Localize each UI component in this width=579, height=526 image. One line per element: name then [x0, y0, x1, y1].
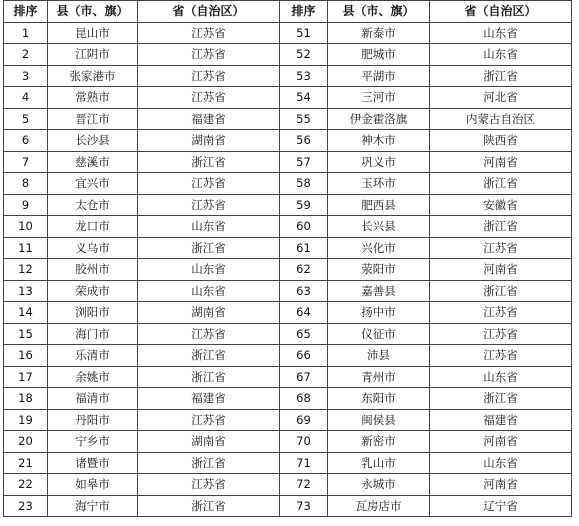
- county-right-cell: 神木市: [328, 130, 430, 152]
- county-left-cell: 福清市: [48, 388, 138, 410]
- table-row: [4, 431, 572, 453]
- county-right-cell: 新泰市: [328, 22, 430, 44]
- rank-right-cell: 72: [280, 474, 328, 496]
- county-left-cell: 张家港市: [48, 65, 138, 87]
- county-right-cell: 沛县: [328, 345, 430, 367]
- province-left-cell: 江苏省: [138, 194, 280, 216]
- province-left-cell: 江苏省: [138, 409, 280, 431]
- table-row: [4, 452, 572, 474]
- province-left-cell: 山东省: [138, 280, 280, 302]
- header-county-left: 县（市、旗）: [48, 1, 138, 23]
- county-right-cell: 玉环市: [328, 173, 430, 195]
- rank-left-cell: 16: [4, 345, 48, 367]
- county-right-cell: 永城市: [328, 474, 430, 496]
- province-left-cell: 江苏省: [138, 173, 280, 195]
- province-left-cell: 浙江省: [138, 495, 280, 517]
- province-left-cell: 江苏省: [138, 87, 280, 109]
- province-right-cell: 辽宁省: [430, 495, 572, 517]
- rank-right-cell: 53: [280, 65, 328, 87]
- province-right-cell: 山东省: [430, 44, 572, 66]
- table-row: [4, 474, 572, 496]
- county-right-cell: 伊金霍洛旗: [328, 108, 430, 130]
- rank-right-cell: 58: [280, 173, 328, 195]
- table-row: [4, 65, 572, 87]
- county-left-cell: 宜兴市: [48, 173, 138, 195]
- province-left-cell: 浙江省: [138, 237, 280, 259]
- county-ranking-table: [3, 0, 572, 517]
- province-left-cell: 江苏省: [138, 474, 280, 496]
- county-left-cell: 江阴市: [48, 44, 138, 66]
- rank-right-cell: 51: [280, 22, 328, 44]
- county-right-cell: 闽侯县: [328, 409, 430, 431]
- header-rank-right: 排序: [280, 1, 328, 23]
- province-right-cell: 福建省: [430, 409, 572, 431]
- province-left-cell: 湖南省: [138, 302, 280, 324]
- county-left-cell: 慈溪市: [48, 151, 138, 173]
- county-left-cell: 如皋市: [48, 474, 138, 496]
- province-left-cell: 福建省: [138, 388, 280, 410]
- table-row: [4, 495, 572, 517]
- rank-left-cell: 9: [4, 194, 48, 216]
- rank-right-cell: 62: [280, 259, 328, 281]
- province-left-cell: 江苏省: [138, 65, 280, 87]
- province-right-cell: 浙江省: [430, 216, 572, 238]
- county-left-cell: 诸暨市: [48, 452, 138, 474]
- rank-right-cell: 73: [280, 495, 328, 517]
- rank-right-cell: 57: [280, 151, 328, 173]
- province-left-cell: 江苏省: [138, 22, 280, 44]
- province-right-cell: 江苏省: [430, 237, 572, 259]
- province-right-cell: 江苏省: [430, 323, 572, 345]
- table-row: [4, 323, 572, 345]
- province-right-cell: 内蒙古自治区: [430, 108, 572, 130]
- table-row: [4, 388, 572, 410]
- province-left-cell: 浙江省: [138, 452, 280, 474]
- table-row: [4, 194, 572, 216]
- rank-right-cell: 56: [280, 130, 328, 152]
- county-right-cell: 巩义市: [328, 151, 430, 173]
- county-left-cell: 义乌市: [48, 237, 138, 259]
- rank-right-cell: 63: [280, 280, 328, 302]
- province-right-cell: 浙江省: [430, 173, 572, 195]
- rank-left-cell: 19: [4, 409, 48, 431]
- rank-right-cell: 59: [280, 194, 328, 216]
- province-right-cell: 河北省: [430, 87, 572, 109]
- rank-left-cell: 6: [4, 130, 48, 152]
- table-row: [4, 409, 572, 431]
- county-left-cell: 海门市: [48, 323, 138, 345]
- table-row: [4, 108, 572, 130]
- table-row: [4, 151, 572, 173]
- province-right-cell: 河南省: [430, 151, 572, 173]
- header-province-left: 省（自治区）: [138, 1, 280, 23]
- rank-left-cell: 18: [4, 388, 48, 410]
- county-left-cell: 长沙县: [48, 130, 138, 152]
- table-row: [4, 237, 572, 259]
- province-left-cell: 湖南省: [138, 130, 280, 152]
- county-left-cell: 丹阳市: [48, 409, 138, 431]
- county-right-cell: 东阳市: [328, 388, 430, 410]
- province-right-cell: 河南省: [430, 474, 572, 496]
- table-row: [4, 216, 572, 238]
- table-row: [4, 280, 572, 302]
- county-right-cell: 长兴县: [328, 216, 430, 238]
- rank-right-cell: 66: [280, 345, 328, 367]
- province-left-cell: 江苏省: [138, 44, 280, 66]
- province-right-cell: 河南省: [430, 259, 572, 281]
- rank-left-cell: 7: [4, 151, 48, 173]
- province-right-cell: 山东省: [430, 22, 572, 44]
- county-right-cell: 扬中市: [328, 302, 430, 324]
- table-row: [4, 345, 572, 367]
- county-left-cell: 太仓市: [48, 194, 138, 216]
- province-left-cell: 湖南省: [138, 431, 280, 453]
- rank-right-cell: 67: [280, 366, 328, 388]
- rank-left-cell: 15: [4, 323, 48, 345]
- rank-left-cell: 10: [4, 216, 48, 238]
- rank-left-cell: 2: [4, 44, 48, 66]
- county-left-cell: 胶州市: [48, 259, 138, 281]
- county-left-cell: 荣成市: [48, 280, 138, 302]
- province-right-cell: 山东省: [430, 452, 572, 474]
- county-left-cell: 龙口市: [48, 216, 138, 238]
- rank-left-cell: 3: [4, 65, 48, 87]
- table-header-row: [4, 1, 572, 23]
- county-left-cell: 晋江市: [48, 108, 138, 130]
- table-row: [4, 173, 572, 195]
- province-left-cell: 浙江省: [138, 151, 280, 173]
- rank-right-cell: 68: [280, 388, 328, 410]
- rank-left-cell: 23: [4, 495, 48, 517]
- header-province-right: 省（自治区）: [430, 1, 572, 23]
- table-row: [4, 366, 572, 388]
- county-right-cell: 青州市: [328, 366, 430, 388]
- rank-right-cell: 55: [280, 108, 328, 130]
- province-right-cell: 河南省: [430, 431, 572, 453]
- county-right-cell: 平湖市: [328, 65, 430, 87]
- rank-left-cell: 20: [4, 431, 48, 453]
- table-row: [4, 302, 572, 324]
- county-left-cell: 宁乡市: [48, 431, 138, 453]
- rank-left-cell: 12: [4, 259, 48, 281]
- rank-right-cell: 54: [280, 87, 328, 109]
- county-right-cell: 肥西县: [328, 194, 430, 216]
- county-right-cell: 兴化市: [328, 237, 430, 259]
- county-right-cell: 三河市: [328, 87, 430, 109]
- province-left-cell: 山东省: [138, 259, 280, 281]
- table-body: [4, 22, 572, 517]
- header-rank-left: 排序: [4, 1, 48, 23]
- province-right-cell: 浙江省: [430, 65, 572, 87]
- rank-left-cell: 1: [4, 22, 48, 44]
- ranking-table-container: [3, 0, 572, 517]
- rank-right-cell: 69: [280, 409, 328, 431]
- county-right-cell: 瓦房店市: [328, 495, 430, 517]
- county-right-cell: 乳山市: [328, 452, 430, 474]
- table-row: [4, 87, 572, 109]
- rank-left-cell: 17: [4, 366, 48, 388]
- province-left-cell: 浙江省: [138, 345, 280, 367]
- province-right-cell: 安徽省: [430, 194, 572, 216]
- rank-left-cell: 8: [4, 173, 48, 195]
- county-left-cell: 海宁市: [48, 495, 138, 517]
- rank-right-cell: 64: [280, 302, 328, 324]
- rank-left-cell: 4: [4, 87, 48, 109]
- county-right-cell: 仪征市: [328, 323, 430, 345]
- county-right-cell: 嘉善县: [328, 280, 430, 302]
- table-row: [4, 22, 572, 44]
- province-left-cell: 江苏省: [138, 323, 280, 345]
- county-left-cell: 乐清市: [48, 345, 138, 367]
- rank-right-cell: 70: [280, 431, 328, 453]
- rank-right-cell: 60: [280, 216, 328, 238]
- rank-left-cell: 22: [4, 474, 48, 496]
- province-left-cell: 山东省: [138, 216, 280, 238]
- province-left-cell: 浙江省: [138, 366, 280, 388]
- rank-left-cell: 13: [4, 280, 48, 302]
- county-left-cell: 余姚市: [48, 366, 138, 388]
- rank-left-cell: 21: [4, 452, 48, 474]
- county-right-cell: 新密市: [328, 431, 430, 453]
- province-right-cell: 江苏省: [430, 302, 572, 324]
- table-row: [4, 130, 572, 152]
- table-row: [4, 259, 572, 281]
- rank-right-cell: 61: [280, 237, 328, 259]
- province-right-cell: 浙江省: [430, 280, 572, 302]
- rank-right-cell: 52: [280, 44, 328, 66]
- province-left-cell: 福建省: [138, 108, 280, 130]
- county-left-cell: 昆山市: [48, 22, 138, 44]
- county-left-cell: 常熟市: [48, 87, 138, 109]
- rank-left-cell: 11: [4, 237, 48, 259]
- rank-right-cell: 65: [280, 323, 328, 345]
- province-right-cell: 山东省: [430, 366, 572, 388]
- rank-left-cell: 14: [4, 302, 48, 324]
- rank-left-cell: 5: [4, 108, 48, 130]
- county-right-cell: 荥阳市: [328, 259, 430, 281]
- table-row: [4, 44, 572, 66]
- province-right-cell: 陕西省: [430, 130, 572, 152]
- county-right-cell: 肥城市: [328, 44, 430, 66]
- province-right-cell: 浙江省: [430, 388, 572, 410]
- header-county-right: 县（市、旗）: [328, 1, 430, 23]
- rank-right-cell: 71: [280, 452, 328, 474]
- county-left-cell: 浏阳市: [48, 302, 138, 324]
- province-right-cell: 江苏省: [430, 345, 572, 367]
